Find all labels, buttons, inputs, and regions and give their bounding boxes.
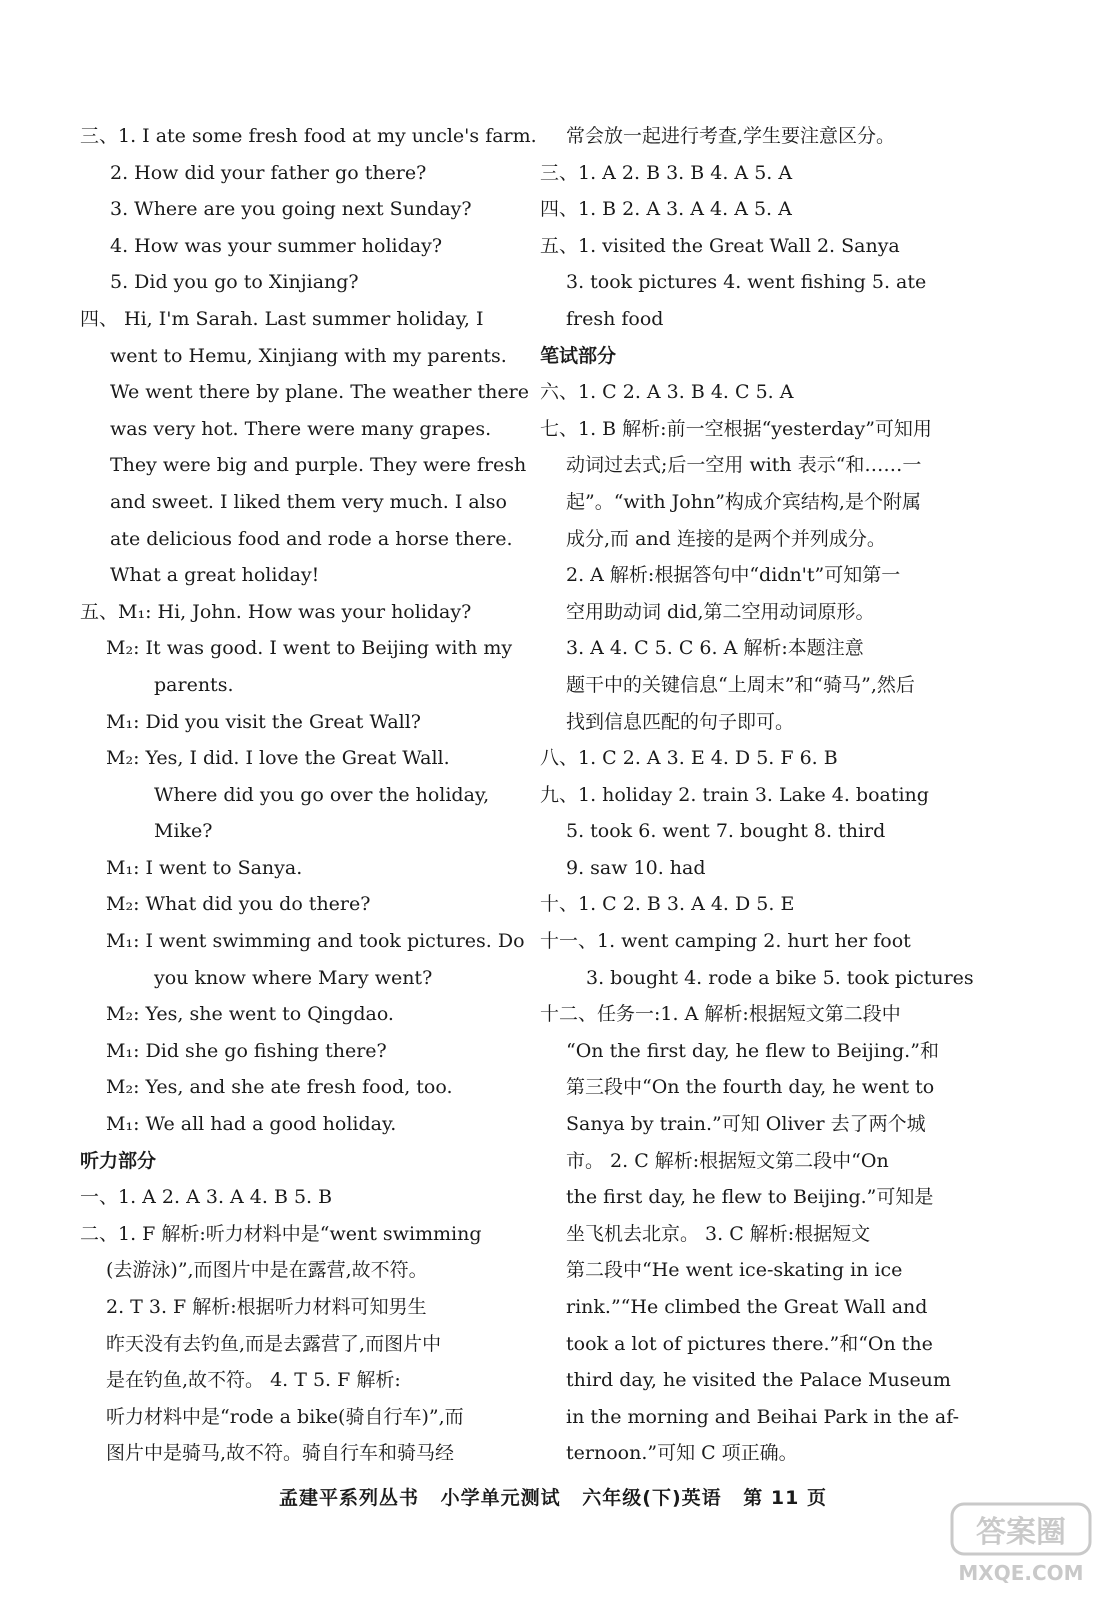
text-line: 四、 Hi, I'm Sarah. Last summer holiday, I bbox=[80, 307, 484, 330]
text-line: third day, he visited the Palace Museum bbox=[566, 1369, 951, 1392]
text-line: 一、1. A 2. A 3. A 4. B 5. B bbox=[80, 1186, 333, 1209]
text-line: 昨天没有去钓鱼,而是去露营了,而图片中 bbox=[106, 1332, 442, 1355]
text-line: 十二、任务一:1. A 解析:根据短文第二段中 bbox=[540, 1003, 901, 1026]
text-line: took a lot of pictures there.”和“On the bbox=[566, 1332, 933, 1355]
text-line: 听力材料中是“rode a bike(骑自行车)”,而 bbox=[106, 1405, 464, 1428]
grade-subject: 六年级(下)英语 bbox=[582, 1487, 722, 1509]
text-line: 十、1. C 2. B 3. A 4. D 5. E bbox=[540, 893, 795, 916]
text-line: M₁: We all had a good holiday. bbox=[106, 1113, 397, 1136]
text-line: 图片中是骑马,故不符。骑自行车和骑马经 bbox=[106, 1442, 455, 1465]
text-line: 三、1. I ate some fresh food at my uncle's farm. bbox=[80, 125, 537, 147]
text-line: 5. Did you go to Xinjiang? bbox=[110, 271, 359, 294]
text-line: 六、1. C 2. A 3. B 4. C 5. A bbox=[540, 381, 794, 404]
text-line: the first day, he flew to Beijing.”可知是 bbox=[566, 1186, 934, 1209]
text-line: ternoon.”可知 C 项正确。 bbox=[566, 1442, 798, 1465]
text-line: 四、1. B 2. A 3. A 4. A 5. A bbox=[540, 198, 792, 221]
text-line: rink.”“He climbed the Great Wall and bbox=[566, 1296, 928, 1318]
text-line: M₁: Did she go fishing there? bbox=[106, 1039, 387, 1062]
text-line: 九、1. holiday 2. train 3. Lake 4. boating bbox=[540, 783, 929, 806]
text-line: 2. How did your father go there? bbox=[110, 161, 427, 184]
text-line: M₂: Yes, and she ate fresh food, too. bbox=[106, 1076, 453, 1099]
text-line: M₂: Yes, she went to Qingdao. bbox=[106, 1003, 394, 1026]
text-line: 动词过去式;后一空用 with 表示“和……一 bbox=[566, 454, 922, 477]
text-line: you know where Mary went? bbox=[154, 966, 433, 989]
text-line: They were big and purple. They were fresh bbox=[110, 454, 527, 477]
text-line: 找到信息匹配的句子即可。 bbox=[566, 710, 795, 733]
right-column bbox=[540, 118, 980, 1472]
text-line: 第二段中“He went ice-skating in ice bbox=[566, 1259, 903, 1282]
text-line: 七、1. B 解析:前一空根据“yesterday”可知用 bbox=[540, 417, 932, 440]
text-line: Sanya by train.”可知 Oliver 去了两个城 bbox=[566, 1113, 926, 1136]
series-name: 孟建平系列丛书 bbox=[279, 1487, 420, 1509]
page-number: 第 11 页 bbox=[743, 1487, 827, 1509]
text-line: 5. took 6. went 7. bought 8. third bbox=[566, 820, 886, 843]
section-heading: 听力部分 bbox=[80, 1149, 157, 1172]
text-line: ate delicious food and rode a horse there. bbox=[110, 527, 513, 550]
text-line: 第三段中“On the fourth day, he went to bbox=[566, 1076, 935, 1099]
text-line: 八、1. C 2. A 3. E 4. D 5. F 6. B bbox=[540, 747, 838, 770]
text-line: was very hot. There were many grapes. bbox=[110, 417, 492, 440]
text-line: “On the first day, he flew to Beijing.”和 bbox=[566, 1039, 939, 1062]
section-heading: 笔试部分 bbox=[540, 344, 617, 367]
left-column bbox=[80, 118, 537, 1472]
text-line: 4. How was your summer holiday? bbox=[110, 234, 443, 257]
text-line: fresh food bbox=[566, 307, 664, 330]
watermark-logo bbox=[946, 1498, 1096, 1590]
text-line: 3. A 4. C 5. C 6. A 解析:本题注意 bbox=[566, 637, 864, 660]
text-line: 坐飞机去北京。 3. C 解析:根据短文 bbox=[566, 1222, 871, 1245]
text-line: 是在钓鱼,故不符。 4. T 5. F 解析: bbox=[106, 1369, 401, 1392]
text-line: 起”。“with John”构成介宾结构,是个附属 bbox=[566, 490, 921, 513]
text-line: parents. bbox=[154, 673, 234, 696]
text-line: 市。 2. C 解析:根据短文第二段中“On bbox=[566, 1149, 889, 1172]
text-line: M₁: I went swimming and took pictures. Do bbox=[106, 930, 525, 953]
text-line: went to Hemu, Xinjiang with my parents. bbox=[110, 344, 507, 367]
text-line: 3. bought 4. rode a bike 5. took pictures bbox=[586, 966, 974, 989]
text-line: and sweet. I liked them very much. I also bbox=[110, 490, 507, 513]
text-line: M₂: Yes, I did. I love the Great Wall. bbox=[106, 747, 450, 770]
watermark-text: 答案圈 bbox=[976, 1515, 1066, 1550]
text-line: 五、1. visited the Great Wall 2. Sanya bbox=[540, 234, 900, 257]
text-line: Where did you go over the holiday, bbox=[154, 783, 490, 806]
text-line: (去游泳)”,而图片中是在露营,故不符。 bbox=[106, 1259, 428, 1282]
text-line: 题干中的关键信息“上周末”和“骑马”,然后 bbox=[566, 673, 915, 696]
book-title: 小学单元测试 bbox=[440, 1487, 561, 1509]
text-line: M₁: I went to Sanya. bbox=[106, 856, 303, 879]
text-line: 常会放一起进行考查,学生要注意区分。 bbox=[566, 125, 896, 147]
text-line: 9. saw 10. had bbox=[566, 856, 706, 879]
text-line: 2. T 3. F 解析:根据听力材料可知男生 bbox=[106, 1296, 427, 1318]
text-line: M₂: What did you do there? bbox=[106, 893, 371, 916]
text-line: 成分,而 and 连接的是两个并列成分。 bbox=[566, 527, 886, 550]
text-line: 2. A 解析:根据答句中“didn't”可知第一 bbox=[566, 564, 901, 587]
text-line: 二、1. F 解析:听力材料中是“went swimming bbox=[80, 1222, 482, 1245]
text-line: Mike? bbox=[154, 820, 213, 843]
text-line: M₂: It was good. I went to Beijing with my bbox=[106, 637, 513, 660]
text-line: in the morning and Beihai Park in the af- bbox=[566, 1405, 960, 1428]
text-line: What a great holiday! bbox=[110, 564, 320, 587]
page-footer bbox=[0, 1483, 1106, 1510]
text-line: We went there by plane. The weather there bbox=[110, 381, 529, 404]
text-line: 五、M₁: Hi, John. How was your holiday? bbox=[80, 600, 472, 623]
watermark-url: MXQE.COM bbox=[958, 1561, 1084, 1585]
text-line: 3. Where are you going next Sunday? bbox=[110, 198, 472, 221]
text-line: 三、1. A 2. B 3. B 4. A 5. A bbox=[540, 161, 793, 184]
text-line: 空用助动词 did,第二空用动词原形。 bbox=[566, 600, 875, 623]
text-line: M₁: Did you visit the Great Wall? bbox=[106, 710, 421, 733]
text-line: 十一、1. went camping 2. hurt her foot bbox=[540, 930, 911, 953]
text-line: 3. took pictures 4. went fishing 5. ate bbox=[566, 271, 927, 294]
